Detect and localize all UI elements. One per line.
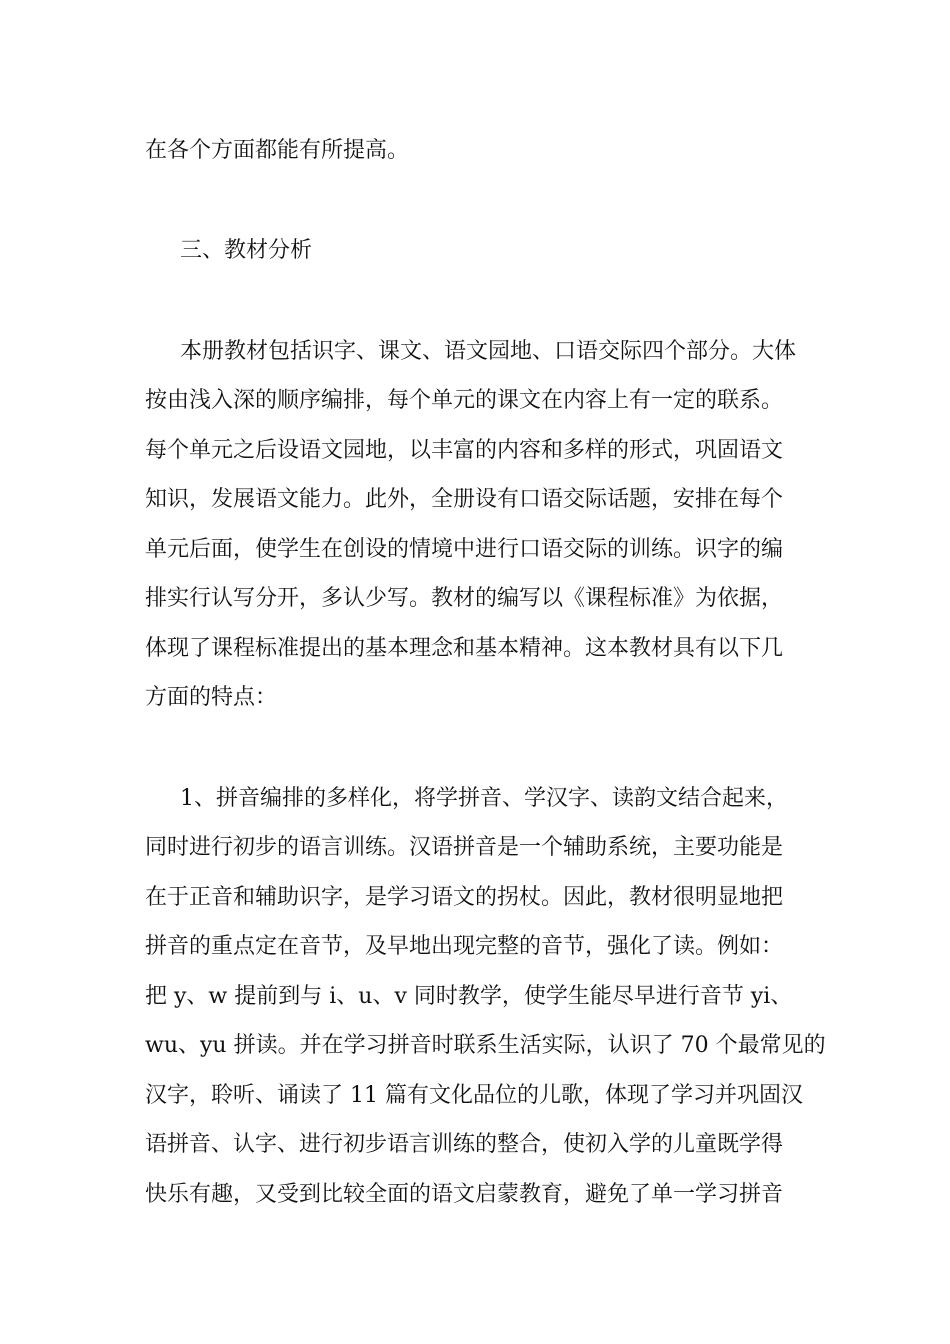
paragraph-1-line: 方面的特点：	[145, 685, 278, 710]
paragraph-2-line: 汉字，聆听、诵读了 11 篇有文化品位的儿歌，体现了学习并巩固汉	[145, 1083, 803, 1108]
paragraph-2-line: wu、yu 拼读。并在学习拼音时联系生活实际，认识了 70 个最常见的	[145, 1033, 826, 1058]
paragraph-2-line: 语拼音、认字、进行初步语言训练的整合，使初入学的儿童既学得	[145, 1132, 784, 1157]
paragraph-2-line: 在于正音和辅助识字，是学习语文的拐杖。因此，教材很明显地把	[145, 885, 784, 910]
paragraph-1-line: 单元后面，使学生在创设的情境中进行口语交际的训练。识字的编	[145, 537, 784, 562]
paragraph-1-line: 每个单元之后设语文园地，以丰富的内容和多样的形式，巩固语文	[145, 438, 784, 463]
paragraph-2-line: 拼音的重点定在音节，及早地出现完整的音节，强化了读。例如：	[145, 934, 784, 959]
paragraph-1-line: 排实行认写分开，多认少写。教材的编写以《课程标准》为依据，	[145, 586, 784, 611]
paragraph-1-line: 知识，发展语文能力。此外，全册设有口语交际话题，安排在每个	[145, 487, 784, 512]
paragraph-1-line: 本册教材包括识字、课文、语文园地、口语交际四个部分。大体	[180, 339, 797, 364]
paragraph-1-line: 按由浅入深的顺序编排，每个单元的课文在内容上有一定的联系。	[145, 388, 784, 413]
paragraph-intro-tail: 在各个方面都能有所提高。	[145, 138, 410, 163]
paragraph-2-line: 1、拼音编排的多样化，将学拼音、学汉字、读韵文结合起来，	[180, 786, 788, 811]
paragraph-2-line: 把 y、w 提前到与 i、u、v 同时教学，使学生能尽早进行音节 yi、	[145, 984, 793, 1009]
paragraph-2-line: 同时进行初步的语言训练。汉语拼音是一个辅助系统，主要功能是	[145, 835, 784, 860]
section-heading: 三、教材分析	[180, 238, 313, 263]
paragraph-2-line: 快乐有趣，又受到比较全面的语文启蒙教育，避免了单一学习拼音	[145, 1182, 784, 1207]
paragraph-1-line: 体现了课程标准提出的基本理念和基本精神。这本教材具有以下几	[145, 636, 784, 661]
